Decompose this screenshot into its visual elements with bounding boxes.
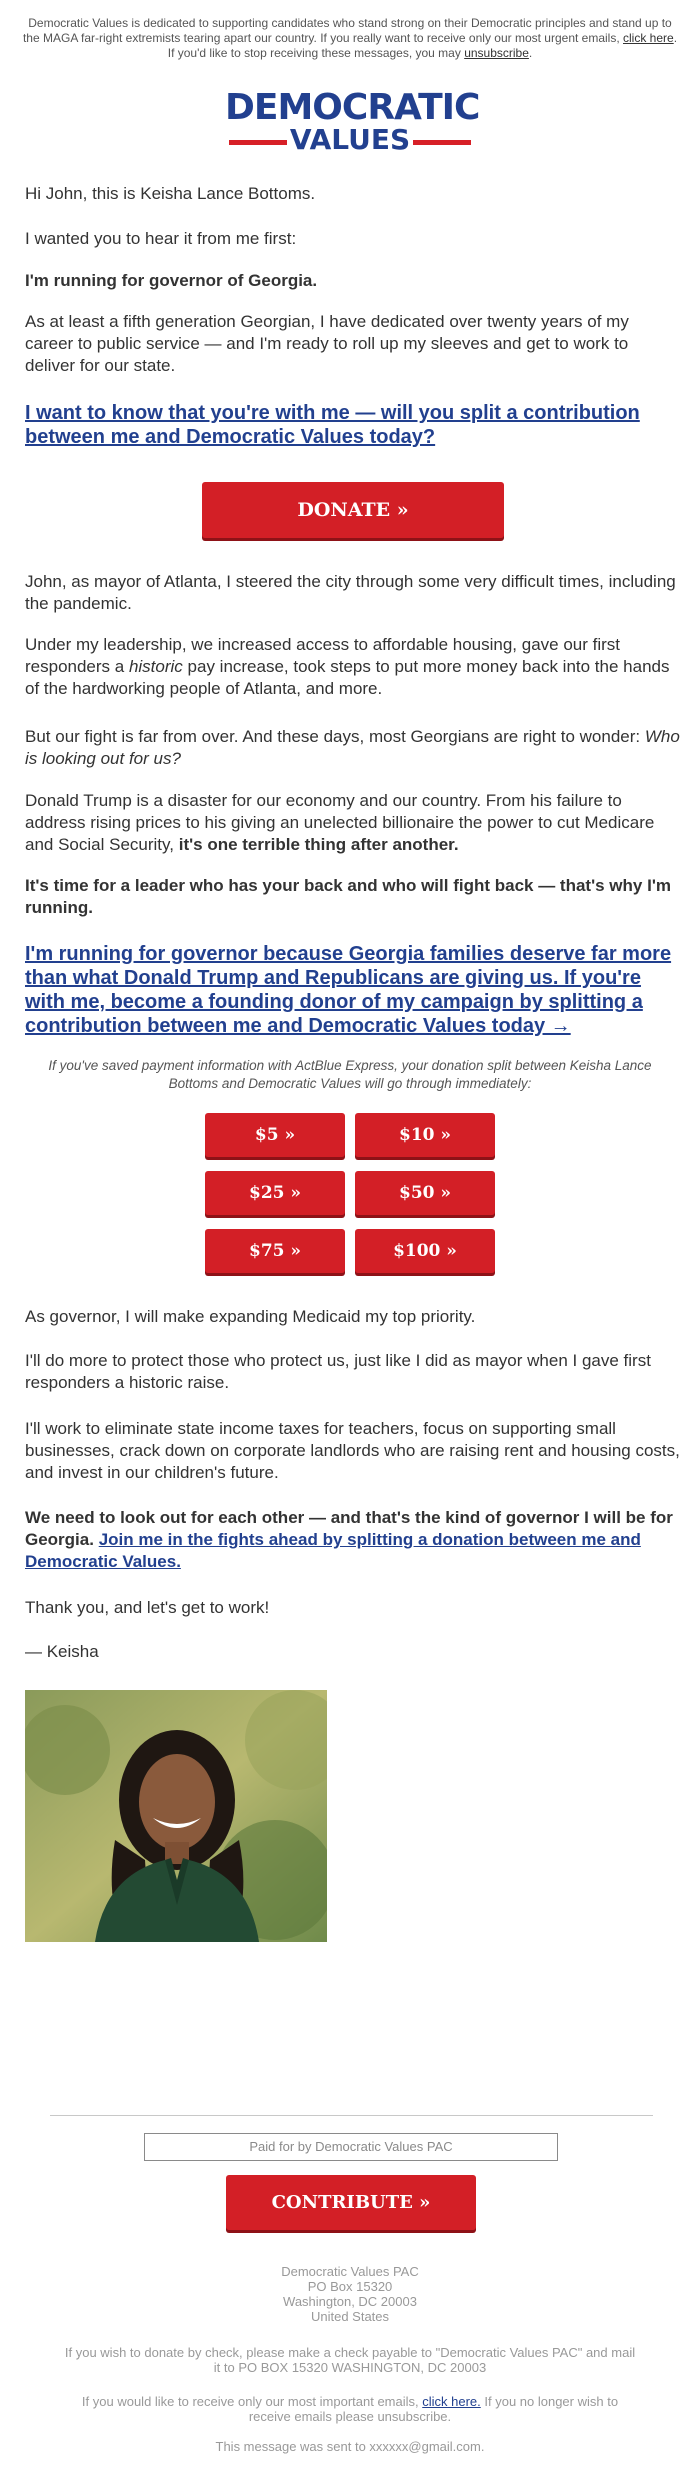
- address-line: Washington, DC 20003: [283, 2294, 417, 2309]
- ask-link-1[interactable]: I want to know that you're with me — will you split a contribution between me and Democratic Values today?: [25, 402, 640, 448]
- paragraph-3: As at least a fifth generation Georgian, I have dedicated over twenty years of my career to public service — and I'm ready to roll up my sleeves and get to work to deliver for our state.: [25, 312, 629, 375]
- disclaimer-text-2: . If you'd like to stop receiving these messages, you may: [167, 31, 678, 60]
- donate-25-button[interactable]: $25 »: [205, 1171, 345, 1215]
- donate-button[interactable]: DONATE »: [202, 482, 504, 538]
- mailing-address: [50, 2264, 650, 2324]
- p6-emphasis: Who is looking out for us?: [25, 727, 680, 768]
- logo-line2: VALUES: [289, 123, 411, 156]
- signoff: — Keisha: [25, 1642, 99, 1661]
- important-emails-link[interactable]: click here.: [422, 2394, 481, 2409]
- important-emails-note: [60, 2394, 640, 2424]
- paragraph-9: As governor, I will make expanding Medicaid my top priority.: [25, 1307, 476, 1326]
- p6-text: But our fight is far from over. And these days, most Georgians are right to wonder:: [25, 727, 645, 746]
- urgent-emails-link[interactable]: click here: [623, 31, 674, 45]
- address-line: Democratic Values PAC: [281, 2264, 419, 2279]
- p5-text-b: pay increase, took steps to put more money back into the hands of the hardworking people of Atlanta, and more.: [25, 657, 670, 698]
- paragraph-12: [25, 1507, 680, 1573]
- paragraph-8: It's time for a leader who has your back and who will fight back — that's why I'm running.: [25, 876, 671, 917]
- p12-bold: We need to look out for each other — and that's the kind of governor I will be for Georgia.: [25, 1508, 673, 1549]
- sent-to-note: This message was sent to xxxxxx@gmail.com.: [215, 2439, 485, 2454]
- paragraph-13: Thank you, and let's get to work!: [25, 1598, 270, 1617]
- paragraph-2: I'm running for governor of Georgia.: [25, 271, 318, 290]
- important-text: If you would like to receive only our most important emails,: [81, 2394, 423, 2409]
- donate-10-button[interactable]: $10 »: [355, 1113, 495, 1157]
- check-note: If you wish to donate by check, please make a check payable to "Democratic Values PAC" and mail it to PO BOX 15320 WASHINGTON, DC 20003: [64, 2345, 636, 2375]
- contribute-button[interactable]: CONTRIBUTE »: [226, 2175, 476, 2230]
- paragraph-6: [25, 726, 680, 770]
- paragraph-1: I wanted you to hear it from me first:: [25, 229, 297, 248]
- address-line: PO Box 15320: [307, 2279, 393, 2294]
- paid-for-by: Paid for by Democratic Values PAC: [144, 2133, 558, 2161]
- paragraph-5: [25, 634, 680, 700]
- p5-emphasis: historic: [128, 657, 183, 676]
- important-text-2: If you no longer wish to receive emails please unsubscribe.: [248, 2394, 619, 2424]
- paragraph-11: I'll work to eliminate state income taxes for teachers, focus on supporting small businesses, crack down on corporate landlords who are raising rent and housing costs, and invest in our children's future.: [25, 1419, 680, 1482]
- header-disclaimer: [20, 16, 680, 61]
- logo-line1: DEMOCRATIC: [225, 87, 480, 128]
- join-me-link[interactable]: Join me in the fights ahead by splitting a donation between me and Democratic Values.: [25, 1530, 641, 1571]
- donate-50-button[interactable]: $50 »: [355, 1171, 495, 1215]
- paragraph-10: I'll do more to protect those who protect us, just like I did as mayor when I gave first responders a historic raise.: [25, 1351, 651, 1392]
- paragraph-7: [25, 790, 680, 856]
- p7-bold: it's one terrible thing after another.: [178, 835, 459, 854]
- keisha-photo: [25, 1690, 327, 1942]
- actblue-note: If you've saved payment information with ActBlue Express, your donation split between Keisha Lance Bottoms and Democratic Values will go through immediately:: [48, 1058, 652, 1091]
- ask-link-2[interactable]: I'm running for governor because Georgia families deserve far more than what Donald Trump and Republicans are giving us. If you're with me, become a founding donor of my campaign by splitting a contribution between me and Democratic Values today →: [25, 943, 672, 1037]
- disclaimer-text: Democratic Values is dedicated to supporting candidates who stand strong on their Democratic principles and stand up to the MAGA far-right extremists tearing apart our country. If you really want to receive only our most urgent emails,: [22, 16, 672, 45]
- p7-text: Donald Trump is a disaster for our economy and our country. From his failure to address rising prices to his giving an unelected billionaire the power to cut Medicare and Social Security,: [25, 791, 655, 854]
- democratic-values-logo: [225, 87, 480, 158]
- unsubscribe-link[interactable]: unsubscribe: [464, 46, 529, 60]
- paragraph-4: John, as mayor of Atlanta, I steered the city through some very difficult times, including the pandemic.: [25, 572, 676, 613]
- footer-divider: [50, 2115, 653, 2116]
- donate-100-button[interactable]: $100 »: [355, 1229, 495, 1273]
- address-line: United States: [310, 2309, 390, 2324]
- p5-text-a: Under my leadership, we increased access to affordable housing, gave our first responders a: [25, 635, 621, 676]
- greeting: Hi John, this is Keisha Lance Bottoms.: [25, 184, 316, 203]
- donate-75-button[interactable]: $75 »: [205, 1229, 345, 1273]
- disclaimer-text-3: .: [528, 46, 533, 60]
- portrait-image: [25, 1690, 327, 1942]
- donate-5-button[interactable]: $5 »: [205, 1113, 345, 1157]
